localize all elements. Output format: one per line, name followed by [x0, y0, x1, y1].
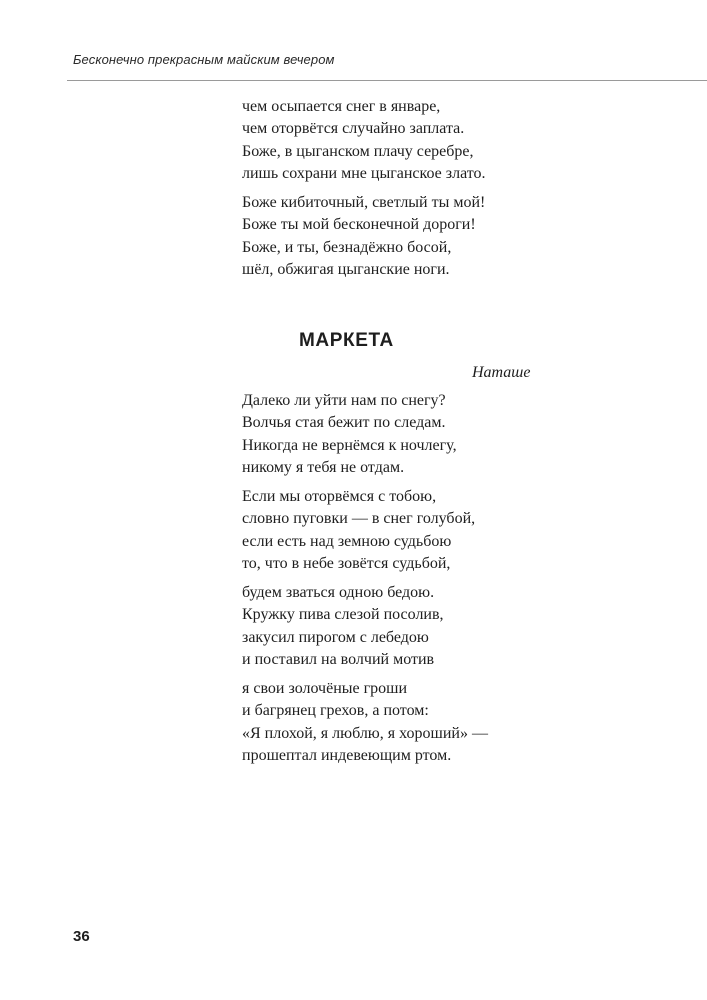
verse-line: чем осыпается снег в январе,: [242, 98, 441, 115]
verse-line: я свои золочёные гроши: [242, 680, 408, 697]
verse-line: словно пуговки — в снег голубой,: [242, 510, 476, 528]
verse-line: Боже кибиточный, светлый ты мой!: [242, 194, 486, 211]
running-head-title: Бесконечно прекрасным майским вечером: [73, 52, 335, 67]
verse-line: Кружку пива слезой посолив,: [242, 606, 444, 624]
verse-line: прошептал индевеющим ртом.: [242, 746, 452, 764]
verse-line: и багрянец грехов, а потом:: [242, 702, 429, 720]
verse-line: если есть над земною судьбою: [242, 532, 452, 550]
header-rule: [67, 80, 707, 81]
poem2-stanza-4: [242, 678, 488, 767]
verse-line: будем зваться одною бедою.: [242, 584, 435, 601]
verse-line: лишь сохрани мне цыганское злато.: [242, 164, 486, 182]
verse-line: Боже, в цыганском плачу серебре,: [242, 142, 474, 160]
verse-line: закусил пирогом с лебедою: [242, 628, 429, 646]
verse-line: чем оторвётся случайно заплата.: [242, 120, 465, 138]
poem1-stanza-1: [242, 96, 486, 185]
verse-line: шёл, обжигая цыганские ноги.: [242, 260, 450, 278]
verse-line: то, что в небе зовётся судьбой,: [242, 554, 451, 572]
poem-title: МАРКЕТА: [299, 330, 394, 351]
poem2-stanza-1: [242, 390, 457, 479]
verse-line: и поставил на волчий мотив: [242, 650, 435, 668]
verse-line: Боже ты мой бесконечной дороги!: [242, 216, 476, 234]
poem1-stanza-2: [242, 192, 485, 281]
page-number: 36: [73, 928, 90, 945]
verse-line: никому я тебя не отдам.: [242, 458, 405, 476]
poem2-stanza-3: [242, 582, 444, 671]
verse-line: Боже, и ты, безнадёжно босой,: [242, 238, 452, 256]
verse-line: Далеко ли уйти нам по снегу?: [242, 392, 446, 409]
verse-line: Если мы оторвёмся с тобою,: [242, 488, 437, 505]
poem-dedication: Наташе: [472, 364, 531, 381]
poem2-stanza-2: [242, 486, 475, 575]
verse-line: Волчья стая бежит по следам.: [242, 414, 446, 432]
verse-line: «Я плохой, я люблю, я хороший» —: [242, 724, 488, 742]
verse-line: Никогда не вернёмся к ночлегу,: [242, 436, 457, 454]
